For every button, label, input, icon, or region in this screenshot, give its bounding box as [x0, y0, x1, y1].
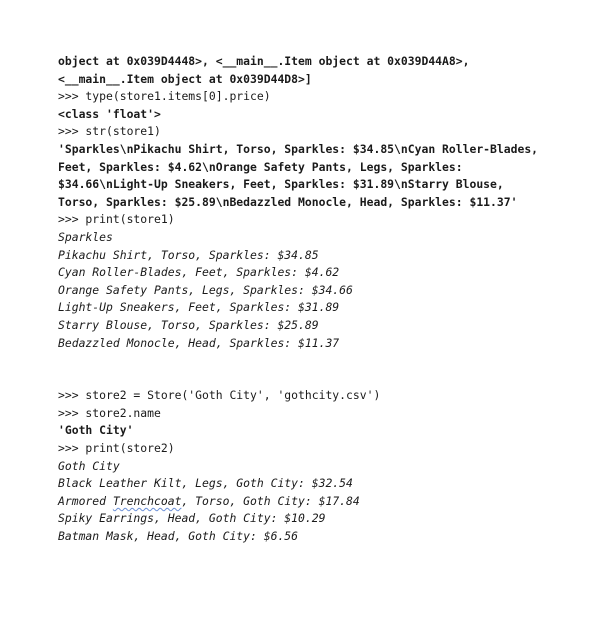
print-output-line: Sparkles: [58, 229, 113, 244]
text-segment: , Torso, Goth City: $17.84: [181, 493, 360, 508]
print-output-line: Starry Blouse, Torso, Sparkles: $25.89: [58, 317, 319, 332]
document-body: [58, 53, 598, 546]
print-output-line: Light-Up Sneakers, Feet, Sparkles: $31.89: [58, 300, 340, 315]
prompt-line: >>> type(store1.items[0].price): [58, 89, 271, 104]
text-segment: Armored: [58, 493, 113, 508]
blank-line: [58, 352, 598, 370]
output-line: 'Goth City': [58, 423, 134, 438]
print-output-line: Bedazzled Monocle, Head, Sparkles: $11.37: [58, 335, 340, 350]
prompt-line: >>> print(store1): [58, 212, 175, 227]
print-output-line: Black Leather Kilt, Legs, Goth City: $32.54: [58, 476, 353, 491]
output-line: object at 0x039D4448>, <__main__.Item object at 0x039D44A8>,: [58, 54, 470, 68]
print-output-line: [58, 493, 598, 511]
str-output-line: Feet, Sparkles: $4.62\nOrange Safety Pants, Legs, Sparkles:: [58, 159, 463, 174]
blank-line: [58, 370, 598, 388]
print-output-line: Cyan Roller-Blades, Feet, Sparkles: $4.62: [58, 265, 340, 280]
output-line: <__main__.Item object at 0x039D44D8>]: [58, 71, 312, 86]
prompt-line: >>> store2 = Store('Goth City', 'gothcity.csv'): [58, 388, 381, 403]
prompt-line: >>> str(store1): [58, 124, 161, 139]
spellcheck-underlined-word: Trenchcoat: [112, 493, 182, 508]
str-output-line: Torso, Sparkles: $25.89\nBedazzled Monocle, Head, Sparkles: $11.37': [58, 194, 518, 209]
str-output-line: $34.66\nLight-Up Sneakers, Feet, Sparkles: $31.89\nStarry Blouse,: [58, 177, 504, 192]
str-output-line: 'Sparkles\nPikachu Shirt, Torso, Sparkles: $34.85\nCyan Roller-Blades,: [58, 141, 539, 156]
print-output-line: Goth City: [58, 458, 120, 473]
print-output-line: Batman Mask, Head, Goth City: $6.56: [58, 529, 299, 544]
output-line: <class 'float'>: [58, 106, 161, 121]
print-output-line: Pikachu Shirt, Torso, Sparkles: $34.85: [58, 247, 319, 262]
prompt-line: >>> store2.name: [58, 405, 161, 420]
prompt-line: >>> print(store2): [58, 441, 175, 456]
print-output-line: Spiky Earrings, Head, Goth City: $10.29: [58, 511, 326, 526]
print-output-line: Orange Safety Pants, Legs, Sparkles: $34.66: [58, 282, 353, 297]
